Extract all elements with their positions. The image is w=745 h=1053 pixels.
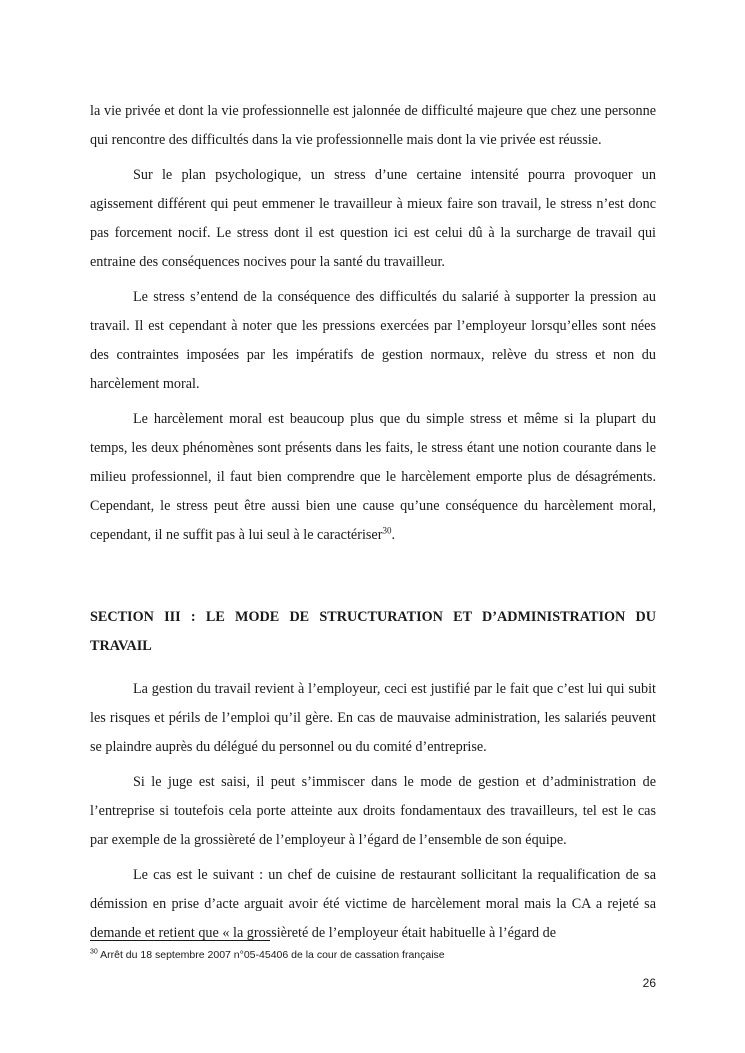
paragraph-work-management: La gestion du travail revient à l’employeur, ceci est justifié par le fait que c’est lui qui subit les risques et périls de l’emploi qu’il gère. En cas de mauvaise administration, les salariés peuvent se plaindre auprès du délégué du personnel ou du comité d’entreprise. bbox=[90, 681, 656, 755]
section-heading: SECTION III : LE MODE DE STRUCTURATION ET D’ADMINISTRATION DU TRAVAIL bbox=[90, 609, 656, 654]
paragraph-continuation: la vie privée et dont la vie professionnelle est jalonnée de difficulté majeure que chez une personne qui rencontre des difficultés dans la vie professionnelle mais dont la vie privée est réussie. bbox=[90, 103, 656, 148]
paragraph-harassment-text: Le harcèlement moral est beaucoup plus que du simple stress et même si la plupart du temps, les deux phénomènes sont présents dans les faits, le stress étant une notion courante dans le milieu professionnel, il faut bien comprendre que le harcèlement emporte plus de désagréments. Cependant, le stress peut être aussi bien une cause qu’une conséquence du harcèlement moral, cependant, il ne suffit pas à lui seul à le caractériser bbox=[90, 411, 656, 543]
paragraph-case-example: Le cas est le suivant : un chef de cuisine de restaurant sollicitant la requalification de sa démission en prise d’acte arguait avoir été victime de harcèlement moral mais la CA a rejeté sa demande et retient que « la grossièreté de l’employeur était habituelle à l’égard de bbox=[90, 867, 656, 941]
paragraph-judge-intervention: Si le juge est saisi, il peut s’immiscer dans le mode de gestion et d’administration de l’entreprise si toutefois cela porte atteinte aux droits fondamentaux des travailleurs, tel est le cas par exemple de la grossièreté de l’employeur à l’égard de l’ensemble de son équipe. bbox=[90, 774, 656, 848]
paragraph-stress-definition: Le stress s’entend de la conséquence des difficultés du salarié à supporter la pression au travail. Il est cependant à noter que les pressions exercées par l’employeur lorsqu’elles sont nées des contraintes imposées par les impératifs de gestion normaux, relève du stress et non du harcèlement moral. bbox=[90, 289, 656, 392]
footnote-text: Arrêt du 18 septembre 2007 n°05-45406 de la cour de cassation française bbox=[97, 949, 445, 961]
document-page bbox=[90, 97, 656, 954]
page-number: 26 bbox=[642, 976, 656, 990]
paragraph-psychological-stress: Sur le plan psychologique, un stress d’une certaine intensité pourra provoquer un agissement différent qui peut emmener le travailleur à mieux faire son travail, le stress n’est donc pas forcement nocif. Le stress dont il est question ici est celui dû à la surcharge de travail qui entraine des conséquences nocives pour la santé du travailleur. bbox=[90, 167, 656, 270]
footnote-number: 30 bbox=[90, 948, 98, 956]
footnote bbox=[90, 948, 656, 962]
paragraph-harassment-vs-stress bbox=[90, 405, 656, 550]
footnote-reference[interactable]: 30 bbox=[382, 525, 392, 536]
footnote-separator bbox=[90, 940, 270, 941]
footnote-reference-punctuation: . bbox=[391, 527, 395, 543]
